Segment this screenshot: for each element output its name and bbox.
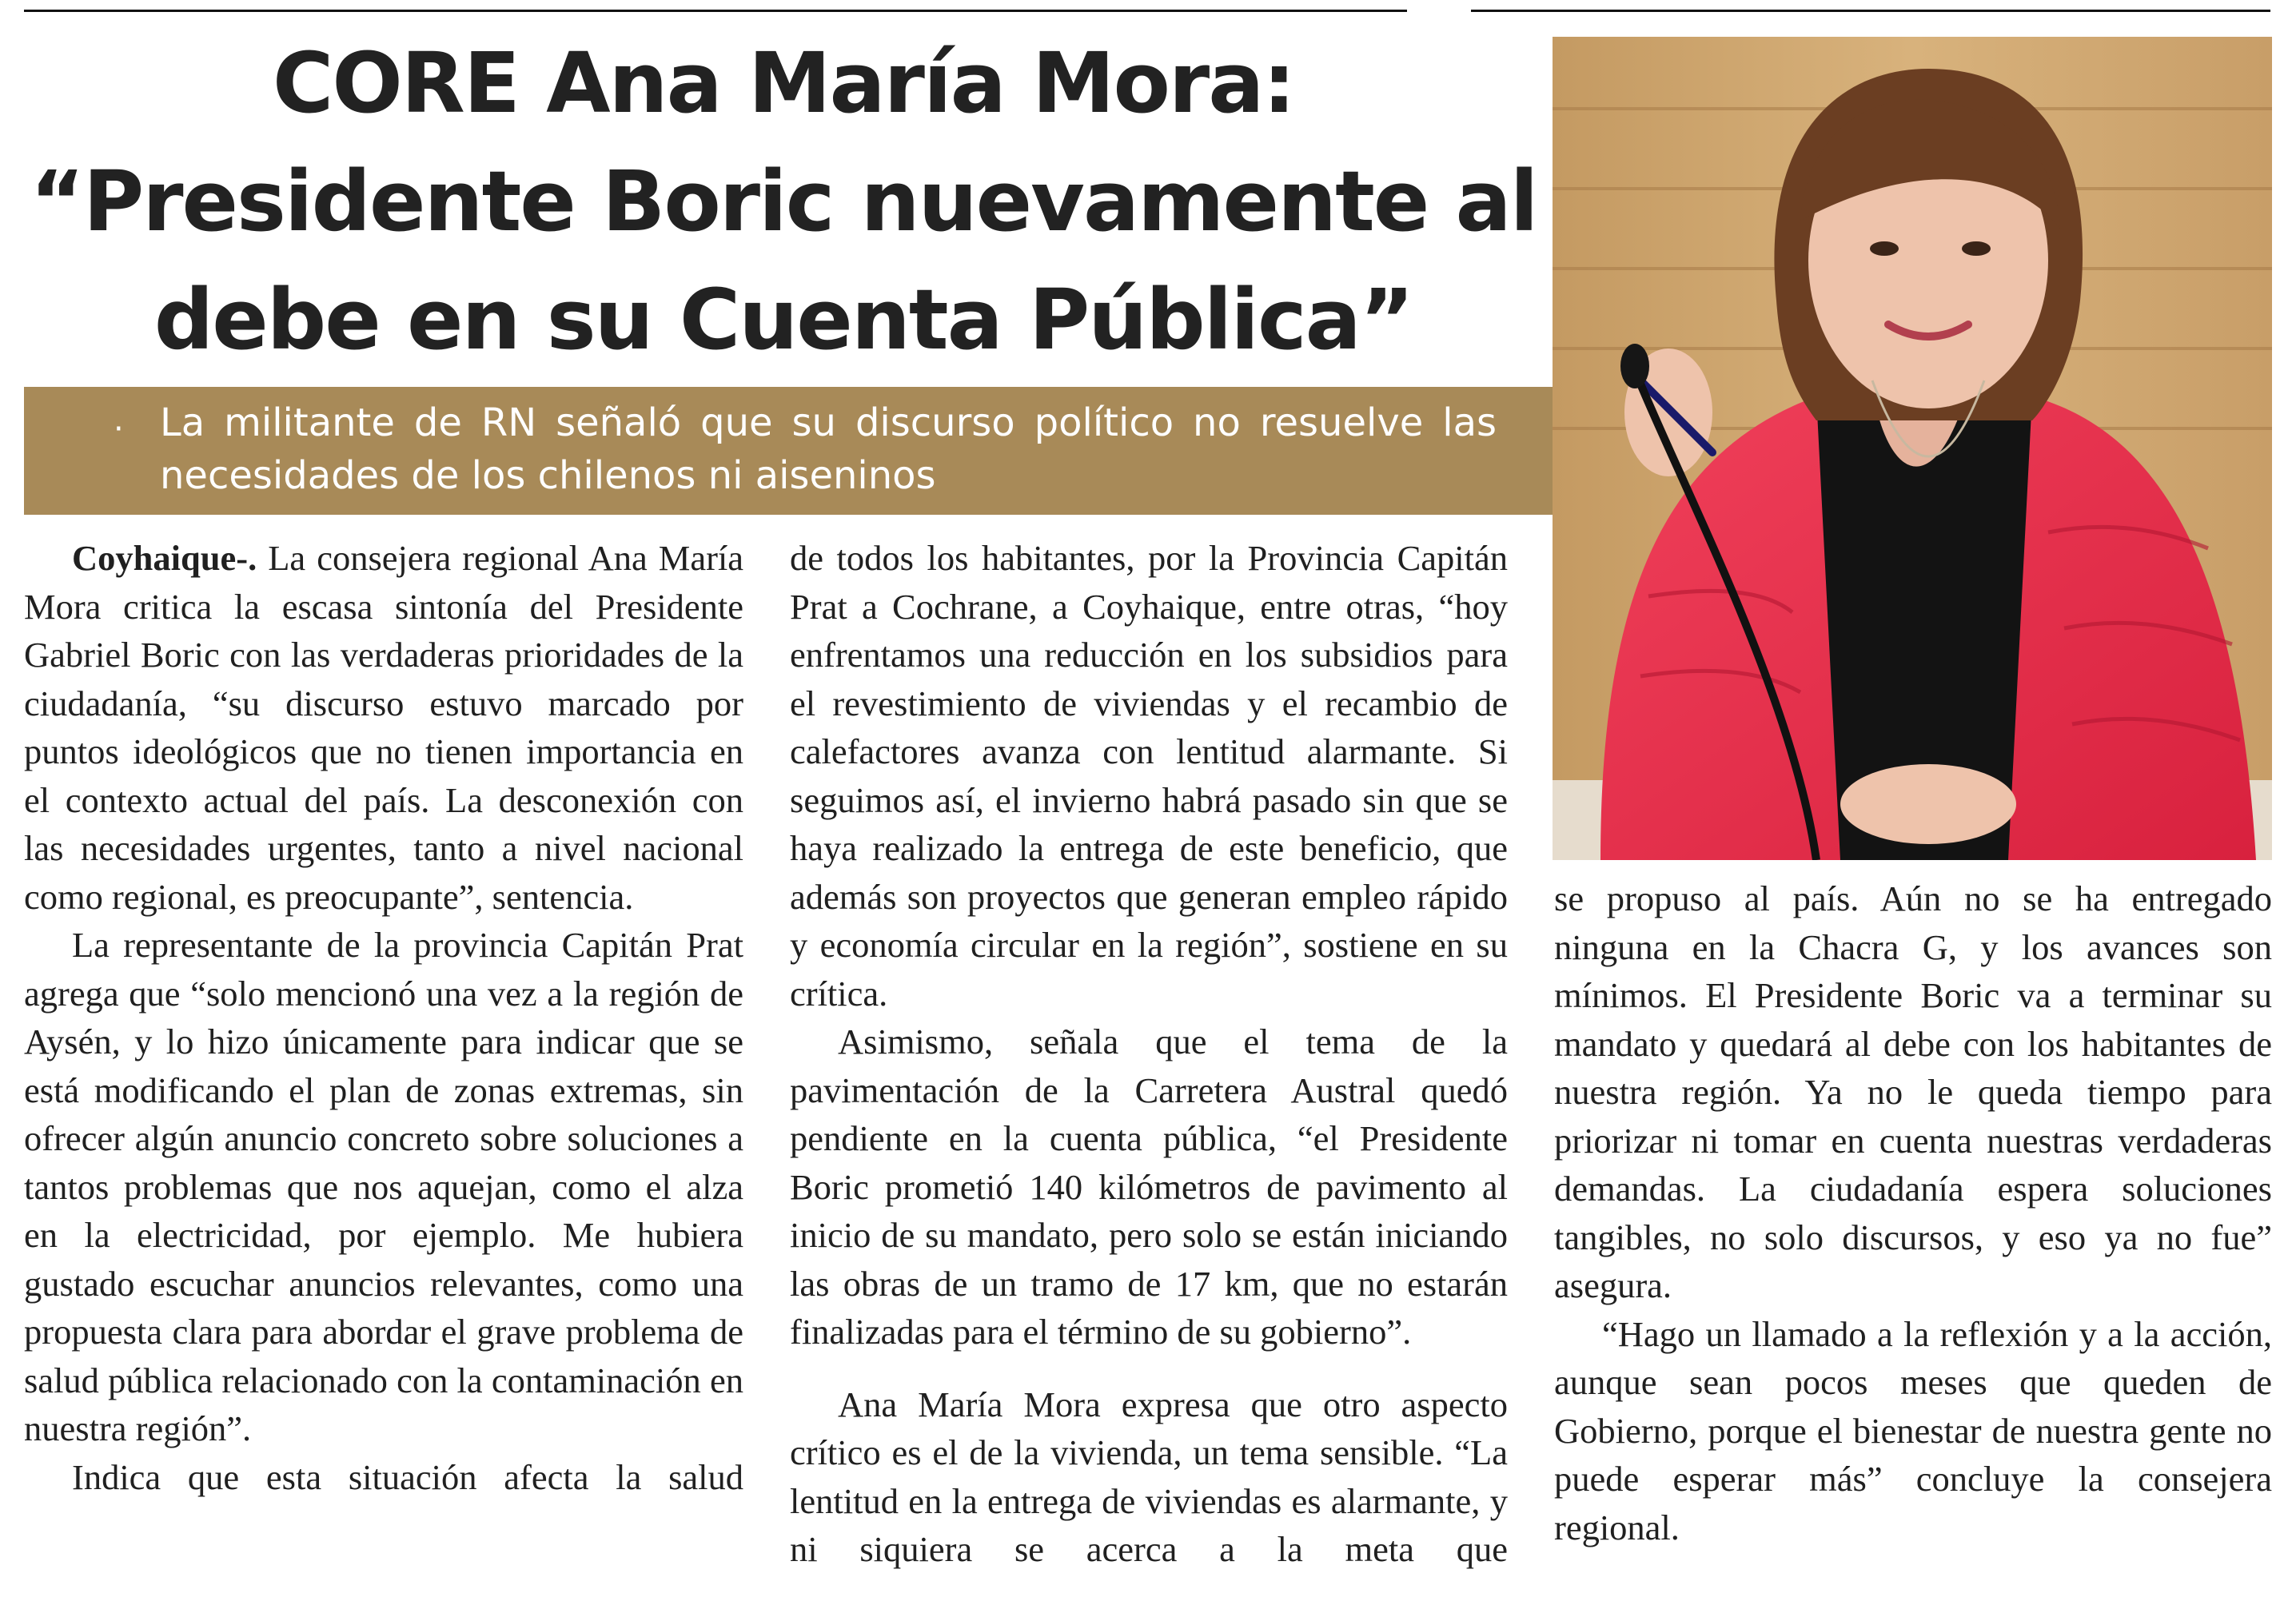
top-rule [24,10,2270,12]
paragraph-1-text: La consejera regional Ana María Mora critica la escasa sintonía del Presidente Gabriel Boric con las verdaderas prioridades de la ciudadanía, “su discurso estuvo marcado por puntos ideológicos que no tienen importancia en el contexto actual del país. La desconexión con las necesidades urgentes, tanto a nivel nacional como regional, es preocupante”, sentencia. [24,538,744,917]
portrait-illustration [1553,37,2272,860]
paragraph-4: de todos los habitantes, por la Provincia Capitán Prat a Cochrane, a Coyhaique, entre otras, “hoy enfrentamos una reducción en los subsidios para el revestimiento de viviendas y el recambio de calefactores avanza con lentitud alarmante. Si seguimos así, el invierno habrá pasado sin que se haya realizado la entrega de este beneficio, que además son proyectos que generan empleo rápido y economía circular en la región”, sostiene en su crítica. [790,538,1508,1014]
paragraph-7: se propuso al país. Aún no se ha entregado ninguna en la Chacra G, y los avances son mínimos. El Presidente Boric va a terminar su mandato y quedará al debe con los habitantes de nuestra región. Ya no le queda tiempo para priorizar ni tomar en cuenta nuestras verdaderas demandas. La ciudadanía espera soluciones tangibles, no solo discursos, y eso ya no fue” asegura. [1554,878,2272,1305]
headline-line-3: debe en su Cuenta Pública” [153,271,1413,368]
column-1 [24,534,743,1501]
column-3 [1554,874,2272,1551]
subheadline-band [24,387,1553,515]
bullet-icon: · [114,411,124,448]
portrait-photo [1553,37,2272,860]
paragraph-8: “Hago un llamado a la reflexión y a la acción, aunque sean pocos meses que queden de Gobierno, porque el bienestar de nuestra gente no puede esperar más” concluye la consejera regional. [1554,1313,2272,1547]
paragraph-2: La representante de la provincia Capitán Prat agrega que “solo mencionó una vez a la región de Aysén, y lo hizo únicamente para indicar que se está modificando el plan de zonas extremas, sin ofrecer algún anuncio concreto sobre soluciones a tantos problemas que nos aquejan, como el alza en la electricidad, por ejemplo. Me hubiera gustado escuchar anuncios relevantes, como una propuesta clara para abordar el grave problema de salud pública relacionado con la contaminación en nuestra región”. [24,925,743,1448]
column-2 [790,534,1508,1574]
paragraph-5: Asimismo, señala que el tema de la pavimentación de la Carretera Austral quedó pendiente en la cuenta pública, “el Presidente Boric prometió 140 kilómetros de pavimento al inicio de su mandato, pero solo se están iniciando las obras de un tramo de 17 km, que no estarán finalizadas para el término de su gobierno”. [790,1022,1508,1352]
paragraph-1 [24,534,743,921]
paragraph-6: Ana María Mora expresa que otro aspecto crítico es el de la vivienda, un tema sensible. “La lentitud en la entrega de viviendas es alarmante, y ni siquiera se acerca a la meta que [790,1384,1508,1569]
paragraph-3: Indica que esta situación afecta la salud [72,1456,743,1497]
headline-line-2: “Presidente Boric nuevamente al [30,153,1537,250]
dateline: Coyhaique-. [72,538,257,578]
headline [24,24,1543,379]
headline-line-1: CORE Ana María Mora: [273,34,1294,132]
top-rule-gap [1407,6,1471,14]
subheadline-text: La militante de RN señaló que su discurso político no resuelve las necesidades de los chilenos ni aiseninos [160,400,1497,498]
